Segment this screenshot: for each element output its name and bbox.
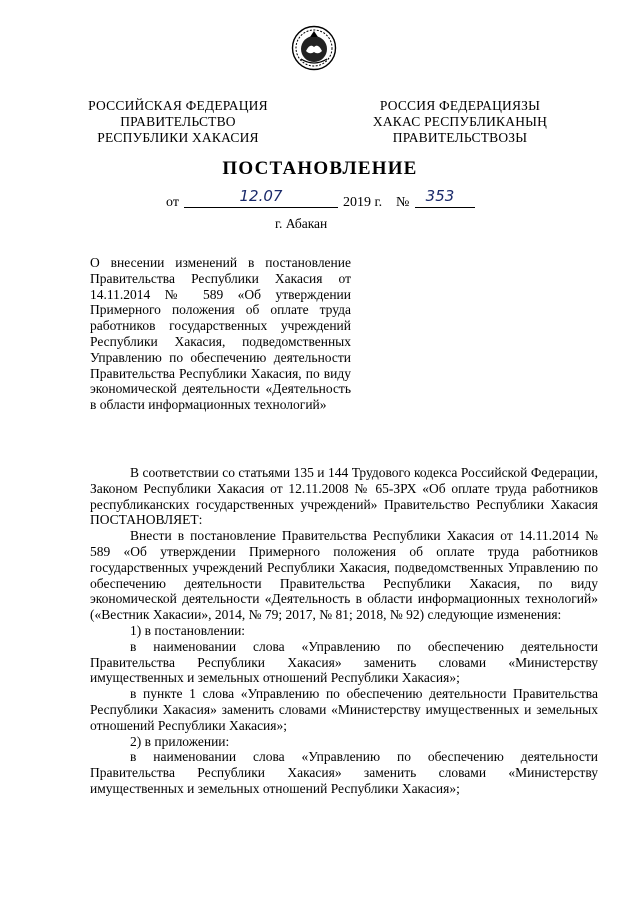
header-right-line: ХАКАС РЕСПУБЛИКАНЫҢ [372, 114, 548, 129]
paragraph: В соответствии со статьями 135 и 144 Трудового кодекса Российской Федерации, Законом Республики Хакасия от 12.11.2008 № 65-ЗРХ «Об оплате труда работников республиканских государственных учреждений» Правительство Республики Хакасия ПОСТАНОВЛЯЕТ: [90, 465, 598, 528]
header-right-line: ПРАВИТЕЛЬСТВОЗЫ [392, 130, 528, 145]
number-underline [415, 207, 475, 208]
date-year: 2019 г. [343, 195, 383, 210]
paragraph: в наименовании слова «Управлению по обеспечению деятельности Правительства Республики Хакасия» заменить словами «Министерству имущественных и земельных отношений Республики Хакасия»; [90, 638, 598, 686]
city: г. Абакан [275, 216, 328, 231]
document-body [90, 465, 598, 797]
paragraph: Внести в постановление Правительства Республики Хакасия от 14.11.2014 № 589 «Об утверждении Примерного положения об оплате труда работников государственных учреждений Республики Хакасия, подведомственных Управлению по обеспечению деятельности Правительства Республики Хакасия, по виду экономической деятельности «Деятельность в области информационных технологий» («Вестник Хакасии», 2014, № 79; 2017, № 81; 2018, № 92) следующие изменения: [90, 528, 598, 623]
subject-block: О внесении изменений в постановление Правительства Республики Хакасия от 14.11.2014 № 589 «Об утверждении Примерного положения об оплате труда работников государственных учреждений Республики Хакасия, подведомственных Управлению по обеспечению деятельности Правительства Республики Хакасия, по виду экономической деятельности «Деятельность в области информационных технологий» [90, 255, 351, 413]
paragraph: в пункте 1 слова «Управлению по обеспечению деятельности Правительства Республики Хакасия» заменить словами «Министерству имущественных и земельных отношений Республики Хакасия»; [90, 686, 598, 733]
number-sign: № [396, 195, 410, 210]
document-title: ПОСТАНОВЛЕНИЕ [222, 158, 418, 179]
coat-of-arms-icon [291, 25, 337, 71]
date-prefix: от [166, 195, 179, 210]
header-left [78, 98, 278, 146]
paragraph: в наименовании слова «Управлению по обеспечению деятельности Правительства Республики Хакасия» заменить словами «Министерству имущественных и земельных отношений Республики Хакасия»; [90, 749, 598, 796]
header-left-line: ПРАВИТЕЛЬСТВО [120, 114, 236, 129]
paragraph: 1) в постановлении: [130, 622, 246, 638]
header-left-line: РЕСПУБЛИКИ ХАКАСИЯ [97, 130, 259, 145]
handwritten-number: 353 [425, 187, 455, 205]
paragraph: 2) в приложении: [130, 733, 230, 749]
handwritten-date: 12.07 [239, 187, 283, 205]
header-right [360, 98, 560, 146]
header-left-line: РОССИЙСКАЯ ФЕДЕРАЦИЯ [88, 98, 268, 113]
date-underline [184, 207, 338, 208]
header-right-line: РОССИЯ ФЕДЕРАЦИЯЗЫ [379, 98, 541, 113]
dateline [0, 187, 640, 213]
